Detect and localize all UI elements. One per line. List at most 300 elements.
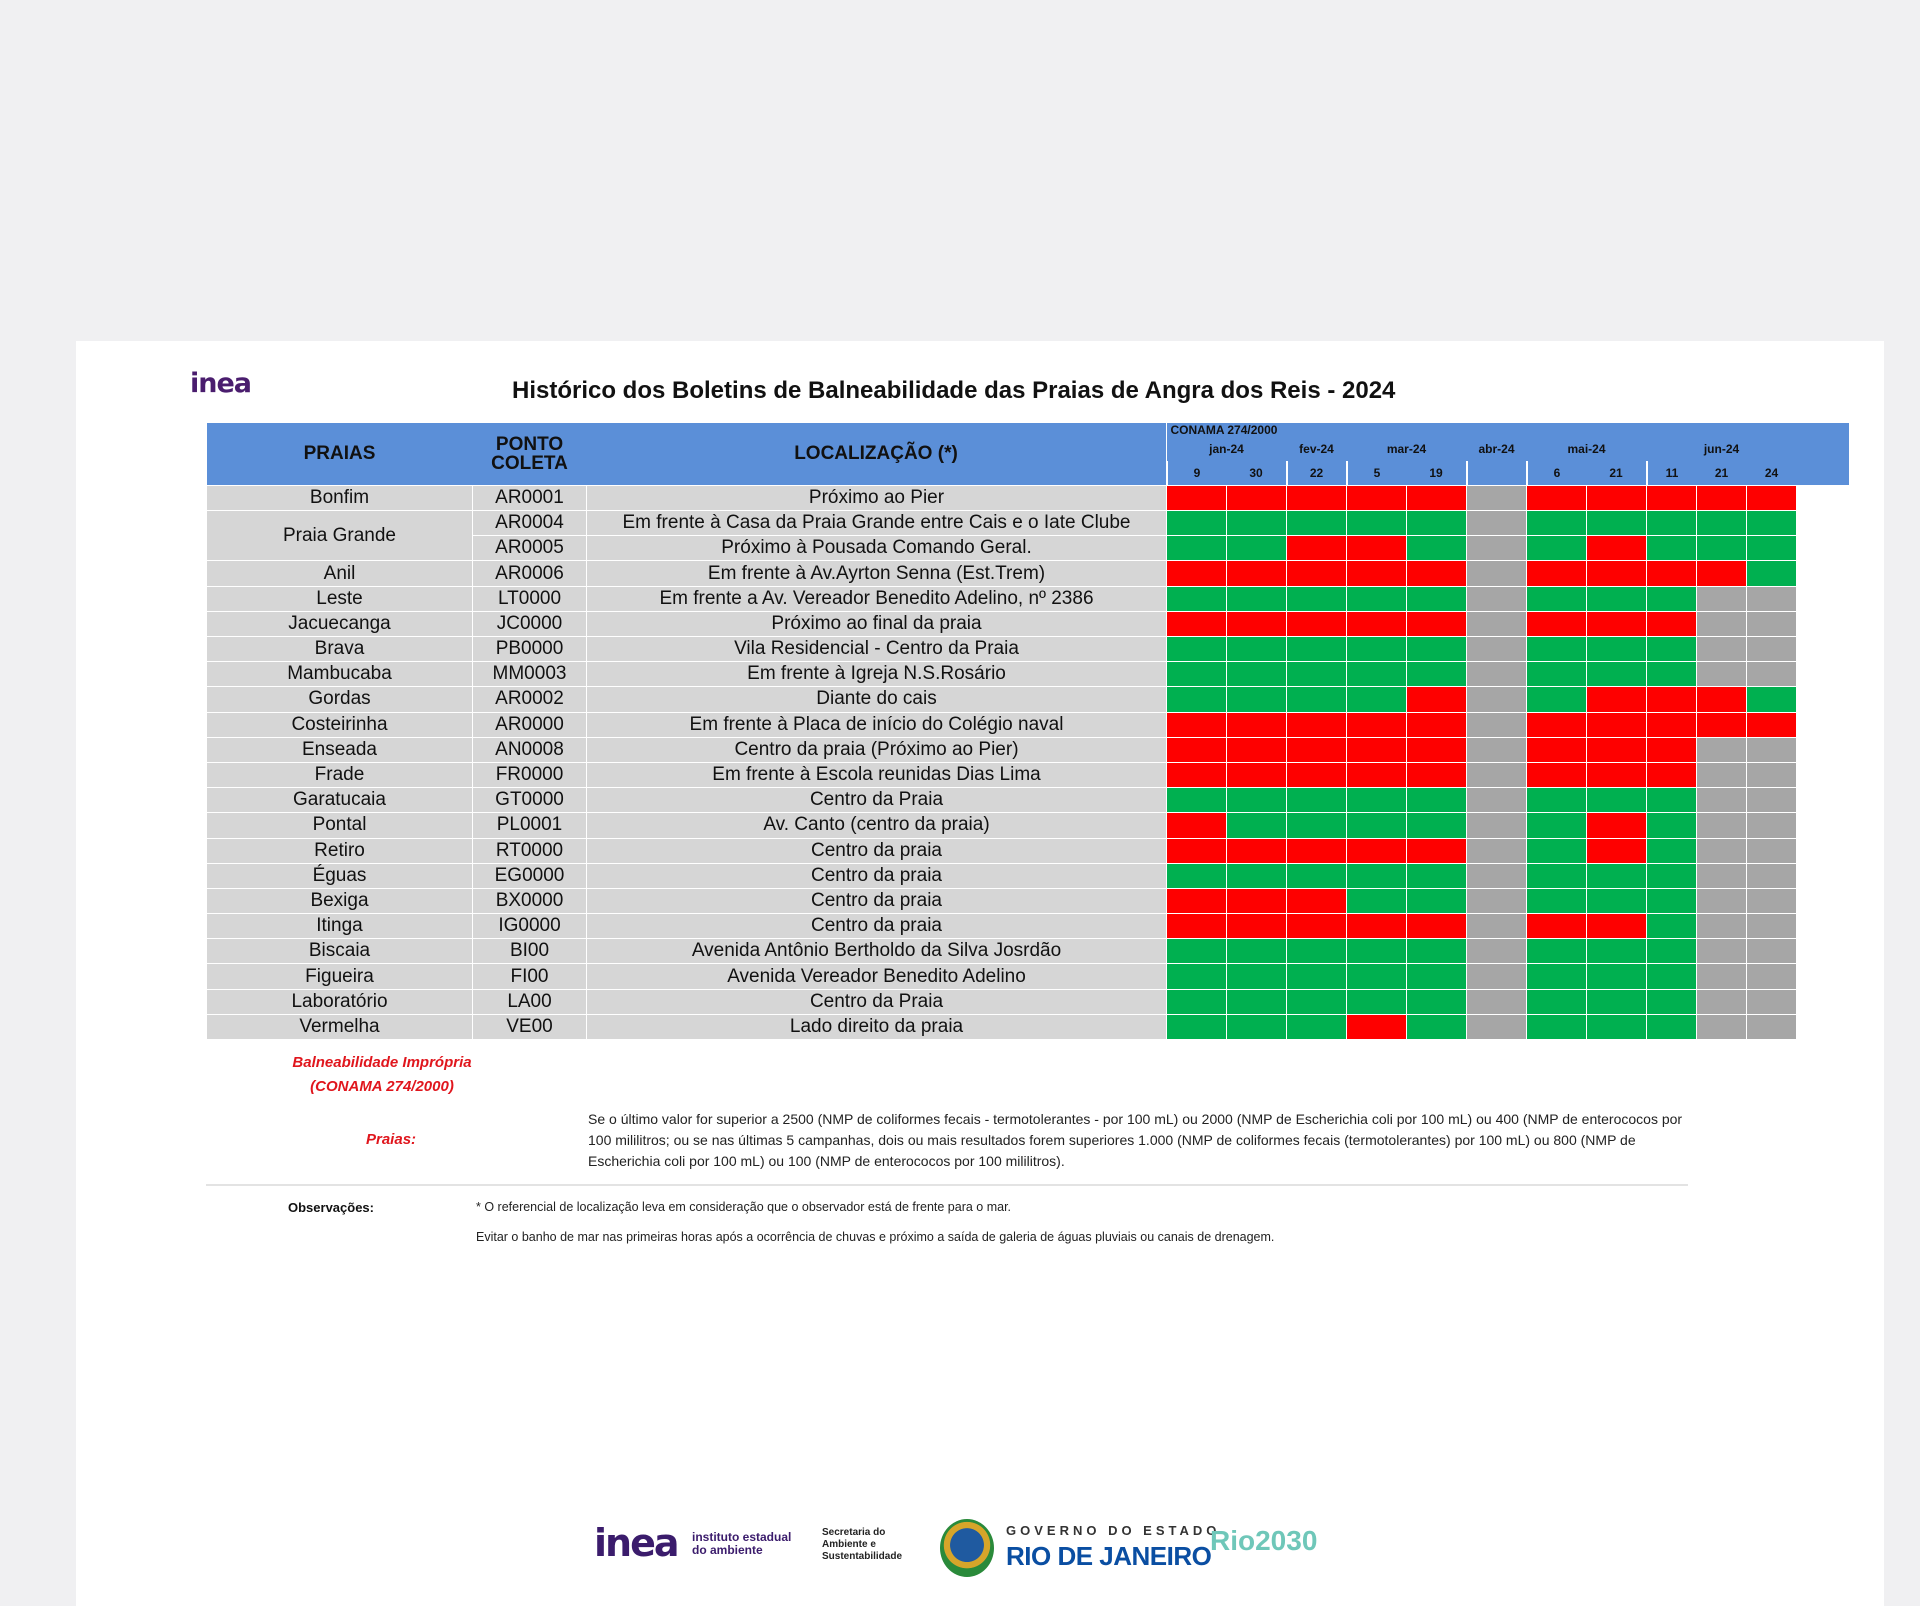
status-cell xyxy=(1587,485,1647,510)
legend-title-line2: (CONAMA 274/2000) xyxy=(310,1078,454,1095)
localizacao: Próximo à Pousada Comando Geral. xyxy=(587,536,1167,561)
praia-name: Bexiga xyxy=(207,888,473,913)
localizacao: Em frente a Av. Vereador Benedito Adelino, nº 2386 xyxy=(587,586,1167,611)
ponto-coleta: JC0000 xyxy=(473,611,587,636)
localizacao: Próximo ao Pier xyxy=(587,485,1167,510)
status-cell xyxy=(1287,687,1347,712)
status-cell xyxy=(1227,813,1287,838)
row-end-spacer xyxy=(1797,813,1849,838)
row-end-spacer xyxy=(1797,863,1849,888)
status-cell xyxy=(1747,637,1797,662)
status-cell xyxy=(1647,914,1697,939)
status-cell xyxy=(1697,964,1747,989)
rio-de-janeiro-label: RIO DE JANEIRO xyxy=(1006,1541,1212,1571)
status-cell xyxy=(1347,511,1407,536)
status-cell xyxy=(1697,485,1747,510)
status-cell xyxy=(1747,1014,1797,1039)
status-cell xyxy=(1347,762,1407,787)
header-month: abr-24 xyxy=(1467,437,1527,461)
status-cell xyxy=(1647,813,1697,838)
status-cell xyxy=(1467,1014,1527,1039)
status-cell xyxy=(1167,511,1227,536)
row-end-spacer xyxy=(1797,788,1849,813)
table-row xyxy=(207,662,1849,687)
ponto-coleta: FI00 xyxy=(473,964,587,989)
status-cell xyxy=(1287,863,1347,888)
observacao-note-1: * O referencial de localização leva em consideração que o observador está de frente para o mar. xyxy=(476,1200,1012,1214)
header-day: 11 xyxy=(1647,461,1697,485)
ponto-coleta: IG0000 xyxy=(473,914,587,939)
status-cell xyxy=(1747,989,1797,1014)
ponto-coleta: AR0001 xyxy=(473,485,587,510)
localizacao: Em frente à Casa da Praia Grande entre Cais e o Iate Clube xyxy=(587,511,1167,536)
status-cell xyxy=(1647,737,1697,762)
status-cell xyxy=(1347,611,1407,636)
praia-name: Pontal xyxy=(207,813,473,838)
status-cell xyxy=(1467,687,1527,712)
table-row xyxy=(207,712,1849,737)
ponto-coleta: AR0004 xyxy=(473,511,587,536)
status-cell xyxy=(1347,813,1407,838)
status-cell xyxy=(1467,712,1527,737)
status-cell xyxy=(1407,888,1467,913)
observacao-note-2: Evitar o banho de mar nas primeiras horas após a ocorrência de chuvas e próximo a saída de galeria de águas pluviais ou canais de drenagem. xyxy=(476,1230,1275,1244)
status-cell xyxy=(1347,712,1407,737)
status-cell xyxy=(1697,1014,1747,1039)
header-day: 5 xyxy=(1347,461,1407,485)
status-cell xyxy=(1227,939,1287,964)
status-cell xyxy=(1697,838,1747,863)
status-cell xyxy=(1287,712,1347,737)
status-cell xyxy=(1287,536,1347,561)
status-cell xyxy=(1697,788,1747,813)
inea-logo: inea xyxy=(190,368,252,399)
status-cell xyxy=(1587,737,1647,762)
document-page xyxy=(76,341,1884,1606)
status-cell xyxy=(1227,586,1287,611)
status-cell xyxy=(1647,485,1697,510)
status-cell xyxy=(1407,611,1467,636)
status-cell xyxy=(1287,914,1347,939)
status-cell xyxy=(1407,939,1467,964)
localizacao: Lado direito da praia xyxy=(587,1014,1167,1039)
status-cell xyxy=(1347,536,1407,561)
inea-sub-line2: do ambiente xyxy=(692,1543,763,1557)
status-cell xyxy=(1227,914,1287,939)
status-cell xyxy=(1287,561,1347,586)
status-cell xyxy=(1347,914,1407,939)
status-cell xyxy=(1227,989,1287,1014)
status-cell xyxy=(1747,964,1797,989)
status-cell xyxy=(1167,964,1227,989)
ponto-coleta: LA00 xyxy=(473,989,587,1014)
governo-label: GOVERNO DO ESTADO xyxy=(1006,1523,1221,1538)
status-cell xyxy=(1587,687,1647,712)
status-cell xyxy=(1647,1014,1697,1039)
praia-name: Jacuecanga xyxy=(207,611,473,636)
status-cell xyxy=(1407,863,1467,888)
status-cell xyxy=(1287,939,1347,964)
status-cell xyxy=(1227,561,1287,586)
localizacao: Centro da Praia xyxy=(587,788,1167,813)
row-end-spacer xyxy=(1797,611,1849,636)
header-conama: CONAMA 274/2000 xyxy=(1167,423,1849,437)
status-cell xyxy=(1287,637,1347,662)
localizacao: Centro da Praia xyxy=(587,989,1167,1014)
status-cell xyxy=(1407,637,1467,662)
praia-name: Leste xyxy=(207,586,473,611)
status-cell xyxy=(1697,737,1747,762)
status-cell xyxy=(1697,888,1747,913)
status-cell xyxy=(1697,611,1747,636)
status-cell xyxy=(1697,561,1747,586)
status-cell xyxy=(1587,536,1647,561)
status-cell xyxy=(1407,838,1467,863)
ponto-coleta: EG0000 xyxy=(473,863,587,888)
row-end-spacer xyxy=(1797,1014,1849,1039)
table-row xyxy=(207,888,1849,913)
localizacao: Centro da praia xyxy=(587,914,1167,939)
table-row xyxy=(207,989,1849,1014)
status-cell xyxy=(1227,637,1287,662)
status-cell xyxy=(1287,813,1347,838)
praia-name: Praia Grande xyxy=(207,511,473,561)
status-cell xyxy=(1347,1014,1407,1039)
status-cell xyxy=(1227,737,1287,762)
status-cell xyxy=(1647,989,1697,1014)
status-cell xyxy=(1467,611,1527,636)
praia-name: Costeirinha xyxy=(207,712,473,737)
status-cell xyxy=(1747,762,1797,787)
table-row xyxy=(207,964,1849,989)
status-cell xyxy=(1527,939,1587,964)
ponto-coleta: VE00 xyxy=(473,1014,587,1039)
status-cell xyxy=(1287,1014,1347,1039)
localizacao: Em frente à Placa de início do Colégio naval xyxy=(587,712,1167,737)
status-cell xyxy=(1287,662,1347,687)
header-day: 21 xyxy=(1697,461,1747,485)
status-cell xyxy=(1167,662,1227,687)
status-cell xyxy=(1587,888,1647,913)
status-cell xyxy=(1747,888,1797,913)
status-cell xyxy=(1347,662,1407,687)
row-end-spacer xyxy=(1797,511,1849,536)
status-cell xyxy=(1527,1014,1587,1039)
status-cell xyxy=(1347,687,1407,712)
status-cell xyxy=(1467,964,1527,989)
status-cell xyxy=(1227,485,1287,510)
status-cell xyxy=(1407,788,1467,813)
table-row xyxy=(207,737,1849,762)
header-day: 9 xyxy=(1167,461,1227,485)
status-cell xyxy=(1527,485,1587,510)
status-cell xyxy=(1747,586,1797,611)
status-cell xyxy=(1227,888,1287,913)
row-end-spacer xyxy=(1797,536,1849,561)
status-cell xyxy=(1347,964,1407,989)
status-cell xyxy=(1167,737,1227,762)
status-cell xyxy=(1347,737,1407,762)
row-end-spacer xyxy=(1797,939,1849,964)
status-cell xyxy=(1747,687,1797,712)
status-cell xyxy=(1647,964,1697,989)
status-cell xyxy=(1527,863,1587,888)
localizacao: Em frente à Igreja N.S.Rosário xyxy=(587,662,1167,687)
status-cell xyxy=(1167,989,1227,1014)
table-row xyxy=(207,611,1849,636)
status-cell xyxy=(1407,737,1467,762)
status-cell xyxy=(1407,662,1467,687)
header-day: 22 xyxy=(1287,461,1347,485)
status-cell xyxy=(1647,712,1697,737)
localizacao: Avenida Vereador Benedito Adelino xyxy=(587,964,1167,989)
localizacao: Avenida Antônio Bertholdo da Silva Josrdão xyxy=(587,939,1167,964)
praia-name: Figueira xyxy=(207,964,473,989)
status-cell xyxy=(1227,964,1287,989)
status-cell xyxy=(1227,863,1287,888)
ponto-coleta: AR0002 xyxy=(473,687,587,712)
status-cell xyxy=(1167,838,1227,863)
status-cell xyxy=(1407,536,1467,561)
praia-name: Laboratório xyxy=(207,989,473,1014)
praia-name: Éguas xyxy=(207,863,473,888)
table-row xyxy=(207,511,1849,536)
status-cell xyxy=(1467,637,1527,662)
status-cell xyxy=(1407,511,1467,536)
praia-name: Itinga xyxy=(207,914,473,939)
status-cell xyxy=(1697,687,1747,712)
localizacao: Centro da praia xyxy=(587,838,1167,863)
status-cell xyxy=(1587,863,1647,888)
status-cell xyxy=(1467,561,1527,586)
status-cell xyxy=(1287,737,1347,762)
status-cell xyxy=(1407,586,1467,611)
status-cell xyxy=(1167,561,1227,586)
header-month: mar-24 xyxy=(1347,437,1467,461)
status-cell xyxy=(1527,762,1587,787)
status-cell xyxy=(1167,939,1227,964)
status-cell xyxy=(1527,964,1587,989)
status-cell xyxy=(1407,964,1467,989)
status-cell xyxy=(1747,662,1797,687)
status-cell xyxy=(1527,536,1587,561)
status-cell xyxy=(1647,888,1697,913)
praia-name: Garatucaia xyxy=(207,788,473,813)
status-cell xyxy=(1287,611,1347,636)
ponto-coleta: LT0000 xyxy=(473,586,587,611)
status-cell xyxy=(1467,762,1527,787)
status-cell xyxy=(1407,762,1467,787)
status-cell xyxy=(1467,662,1527,687)
status-cell xyxy=(1347,788,1407,813)
status-cell xyxy=(1407,712,1467,737)
header-day: 30 xyxy=(1227,461,1287,485)
ponto-coleta: RT0000 xyxy=(473,838,587,863)
praia-name: Retiro xyxy=(207,838,473,863)
status-cell xyxy=(1647,561,1697,586)
status-cell xyxy=(1527,687,1587,712)
divider xyxy=(206,1184,1688,1186)
row-end-spacer xyxy=(1797,762,1849,787)
status-cell xyxy=(1527,611,1587,636)
sec-line2: Ambiente e xyxy=(822,1539,876,1550)
table-row xyxy=(207,561,1849,586)
status-cell xyxy=(1587,561,1647,586)
status-cell xyxy=(1407,914,1467,939)
status-cell xyxy=(1467,737,1527,762)
status-cell xyxy=(1287,888,1347,913)
table-header-row xyxy=(207,423,1849,437)
status-cell xyxy=(1647,611,1697,636)
status-cell xyxy=(1587,939,1647,964)
status-cell xyxy=(1587,662,1647,687)
status-cell xyxy=(1697,637,1747,662)
status-cell xyxy=(1347,863,1407,888)
status-cell xyxy=(1407,561,1467,586)
ponto-coleta: AR0005 xyxy=(473,536,587,561)
status-cell xyxy=(1287,762,1347,787)
status-cell xyxy=(1647,536,1697,561)
status-cell xyxy=(1647,762,1697,787)
status-cell xyxy=(1747,737,1797,762)
table-row xyxy=(207,762,1849,787)
rio2030-logo: Rio2030 xyxy=(1210,1525,1318,1556)
row-end-spacer xyxy=(1797,687,1849,712)
status-cell xyxy=(1527,989,1587,1014)
status-cell xyxy=(1647,939,1697,964)
status-cell xyxy=(1467,536,1527,561)
status-cell xyxy=(1227,662,1287,687)
status-cell xyxy=(1347,989,1407,1014)
praias-label: Praias: xyxy=(366,1131,417,1148)
ponto-coleta: FR0000 xyxy=(473,762,587,787)
status-cell xyxy=(1167,687,1227,712)
row-end-spacer xyxy=(1797,586,1849,611)
status-cell xyxy=(1587,762,1647,787)
status-cell xyxy=(1347,838,1407,863)
status-cell xyxy=(1347,485,1407,510)
header-month: jan-24 xyxy=(1167,437,1287,461)
status-cell xyxy=(1697,586,1747,611)
header-day xyxy=(1467,461,1527,485)
status-cell xyxy=(1527,813,1587,838)
ponto-coleta: PL0001 xyxy=(473,813,587,838)
status-cell xyxy=(1467,939,1527,964)
header-day: 19 xyxy=(1407,461,1467,485)
status-cell xyxy=(1227,762,1287,787)
status-cell xyxy=(1747,788,1797,813)
status-cell xyxy=(1697,863,1747,888)
status-cell xyxy=(1587,813,1647,838)
status-cell xyxy=(1227,511,1287,536)
status-cell xyxy=(1527,662,1587,687)
header-month: mai-24 xyxy=(1527,437,1647,461)
status-cell xyxy=(1347,586,1407,611)
status-cell xyxy=(1697,662,1747,687)
status-cell xyxy=(1167,762,1227,787)
status-cell xyxy=(1167,813,1227,838)
table-row xyxy=(207,813,1849,838)
status-cell xyxy=(1527,838,1587,863)
status-cell xyxy=(1467,586,1527,611)
status-cell xyxy=(1697,939,1747,964)
row-end-spacer xyxy=(1797,561,1849,586)
status-cell xyxy=(1527,712,1587,737)
table-row xyxy=(207,863,1849,888)
status-cell xyxy=(1167,611,1227,636)
praia-name: Brava xyxy=(207,637,473,662)
header-day: 6 xyxy=(1527,461,1587,485)
row-end-spacer xyxy=(1797,662,1849,687)
status-cell xyxy=(1747,838,1797,863)
status-cell xyxy=(1407,1014,1467,1039)
table-row xyxy=(207,687,1849,712)
localizacao: Em frente à Av.Ayrton Senna (Est.Trem) xyxy=(587,561,1167,586)
praia-name: Gordas xyxy=(207,687,473,712)
status-cell xyxy=(1227,788,1287,813)
status-cell xyxy=(1587,838,1647,863)
status-cell xyxy=(1167,788,1227,813)
state-coat-of-arms-icon xyxy=(940,1519,994,1577)
status-cell xyxy=(1647,838,1697,863)
status-cell xyxy=(1467,838,1527,863)
status-cell xyxy=(1747,511,1797,536)
status-cell xyxy=(1527,737,1587,762)
status-cell xyxy=(1227,536,1287,561)
localizacao: Próximo ao final da praia xyxy=(587,611,1167,636)
status-cell xyxy=(1747,863,1797,888)
status-cell xyxy=(1227,687,1287,712)
footer-inea-subtitle xyxy=(692,1531,791,1557)
status-cell xyxy=(1347,637,1407,662)
status-cell xyxy=(1527,586,1587,611)
praia-name: Frade xyxy=(207,762,473,787)
ponto-coleta: MM0003 xyxy=(473,662,587,687)
status-cell xyxy=(1697,511,1747,536)
header-spacer xyxy=(1797,461,1849,485)
status-cell xyxy=(1467,863,1527,888)
localizacao: Em frente à Escola reunidas Dias Lima xyxy=(587,762,1167,787)
status-cell xyxy=(1647,863,1697,888)
localizacao: Diante do cais xyxy=(587,687,1167,712)
status-cell xyxy=(1407,687,1467,712)
status-cell xyxy=(1587,1014,1647,1039)
table-row xyxy=(207,1014,1849,1039)
inea-sub-line1: instituto estadual xyxy=(692,1530,792,1544)
ponto-coleta: AN0008 xyxy=(473,737,587,762)
status-cell xyxy=(1167,712,1227,737)
status-cell xyxy=(1747,561,1797,586)
ponto-coleta: GT0000 xyxy=(473,788,587,813)
status-cell xyxy=(1407,989,1467,1014)
balneabilidade-table xyxy=(206,423,1849,1040)
status-cell xyxy=(1647,662,1697,687)
status-cell xyxy=(1407,485,1467,510)
status-cell xyxy=(1647,511,1697,536)
status-cell xyxy=(1747,485,1797,510)
status-cell xyxy=(1747,712,1797,737)
ponto-coleta: PB0000 xyxy=(473,637,587,662)
status-cell xyxy=(1467,485,1527,510)
footer-inea-logo: inea xyxy=(594,1521,678,1565)
status-cell xyxy=(1747,914,1797,939)
status-cell xyxy=(1747,536,1797,561)
header-month: fev-24 xyxy=(1287,437,1347,461)
status-cell xyxy=(1467,788,1527,813)
table-row xyxy=(207,914,1849,939)
status-cell xyxy=(1587,788,1647,813)
header-day: 21 xyxy=(1587,461,1647,485)
